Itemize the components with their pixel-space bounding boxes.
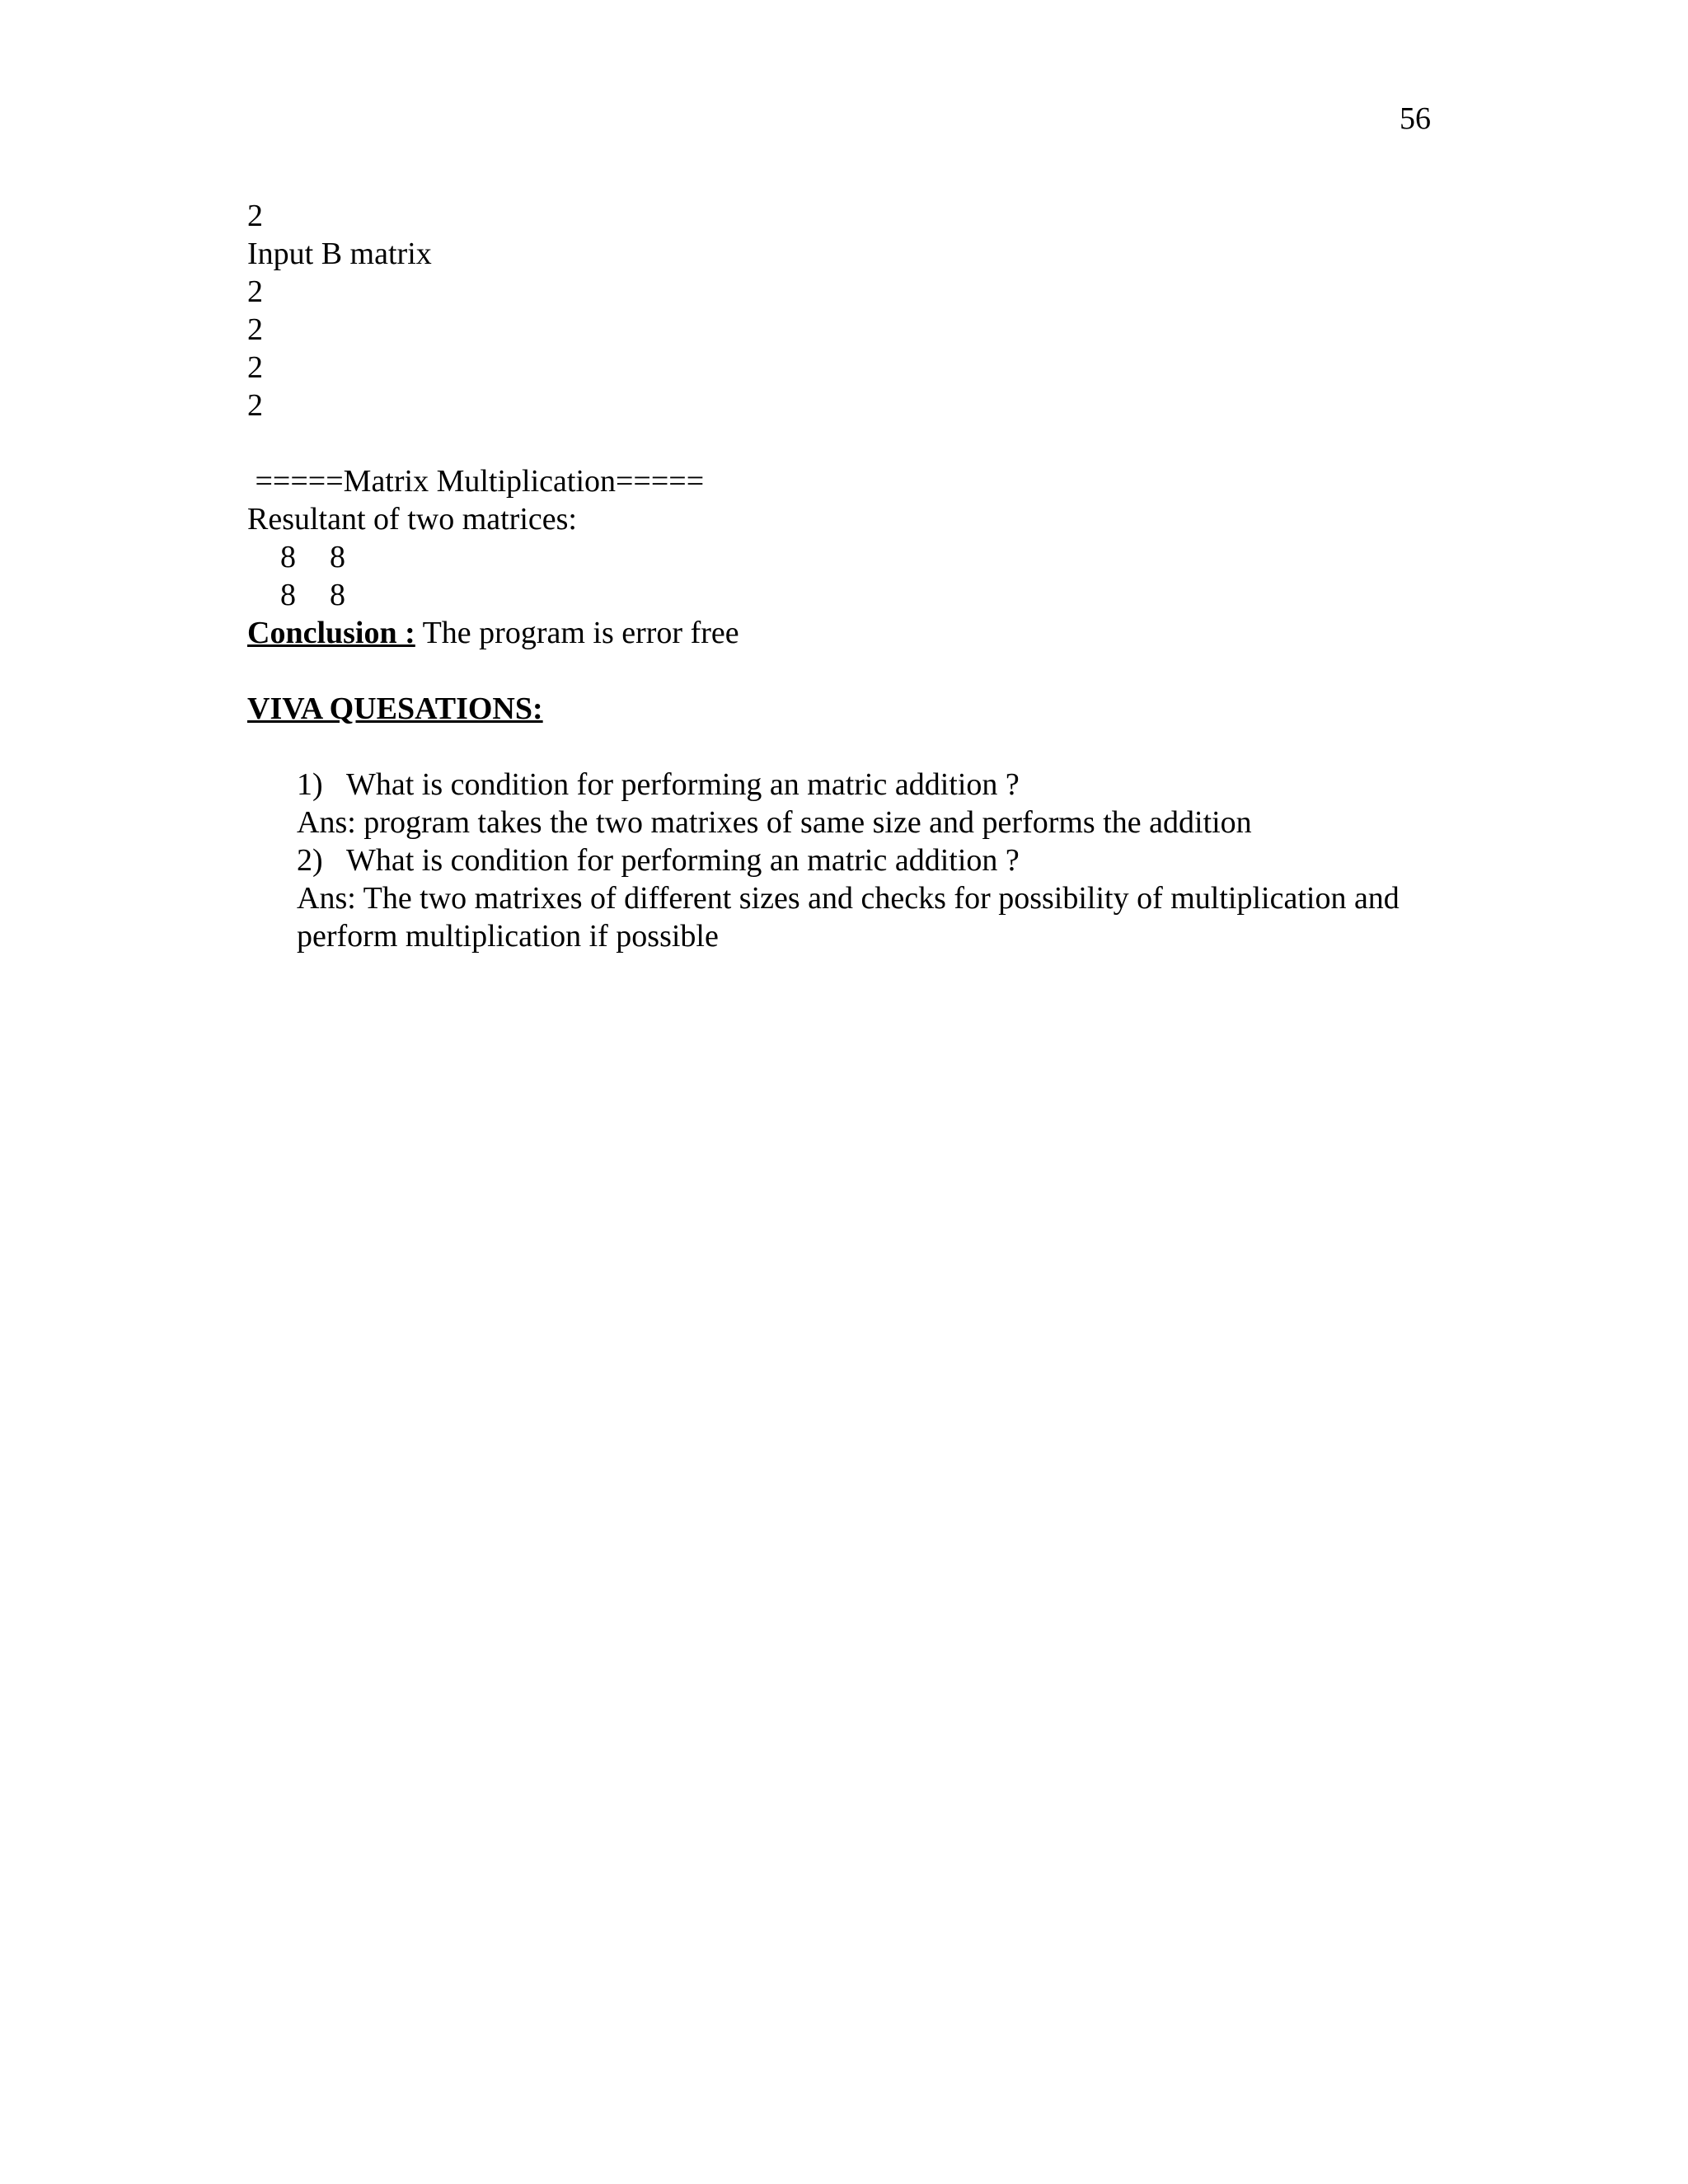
result-matrix-row xyxy=(247,538,1533,576)
conclusion-text: The program is error free xyxy=(415,616,739,650)
question-number: 1) xyxy=(297,767,323,802)
input-b-value: 2 xyxy=(247,388,263,423)
question-number: 2) xyxy=(297,843,323,878)
answer: Ans: program takes the two matrixes of same size and performs the addition xyxy=(297,805,1252,840)
question-text: What is condition for performing an matric addition ? xyxy=(346,843,1020,878)
question xyxy=(297,766,1533,804)
document-body xyxy=(247,197,1533,955)
result-matrix-cell: 8 xyxy=(280,578,296,612)
result-matrix-cell: 8 xyxy=(330,578,345,612)
question-text: What is condition for performing an matric addition ? xyxy=(346,767,1020,802)
input-b-label: Input B matrix xyxy=(247,237,432,271)
answer: Ans: The two matrixes of different sizes and checks for possibility of multiplication and perform multiplication if possible xyxy=(297,881,1400,954)
question xyxy=(297,841,1533,879)
result-matrix-row xyxy=(247,576,1533,614)
input-b-value: 2 xyxy=(247,312,263,347)
spacer xyxy=(247,728,1533,766)
section-banner: =====Matrix Multiplication===== xyxy=(247,464,705,499)
conclusion-label: Conclusion : xyxy=(247,616,415,650)
input-b-value: 2 xyxy=(247,350,263,385)
conclusion xyxy=(247,614,1533,652)
result-matrix-cell: 8 xyxy=(280,540,296,574)
viva-heading: VIVA QUESATIONS: xyxy=(247,691,543,726)
spacer xyxy=(247,652,1533,690)
input-b-value: 2 xyxy=(247,274,263,309)
spacer xyxy=(247,424,1533,462)
viva-questions xyxy=(247,766,1533,955)
page-number: 56 xyxy=(1400,101,1431,136)
top-value: 2 xyxy=(247,199,263,233)
resultant-label: Resultant of two matrices: xyxy=(247,502,577,537)
result-matrix-cell: 8 xyxy=(330,540,345,574)
